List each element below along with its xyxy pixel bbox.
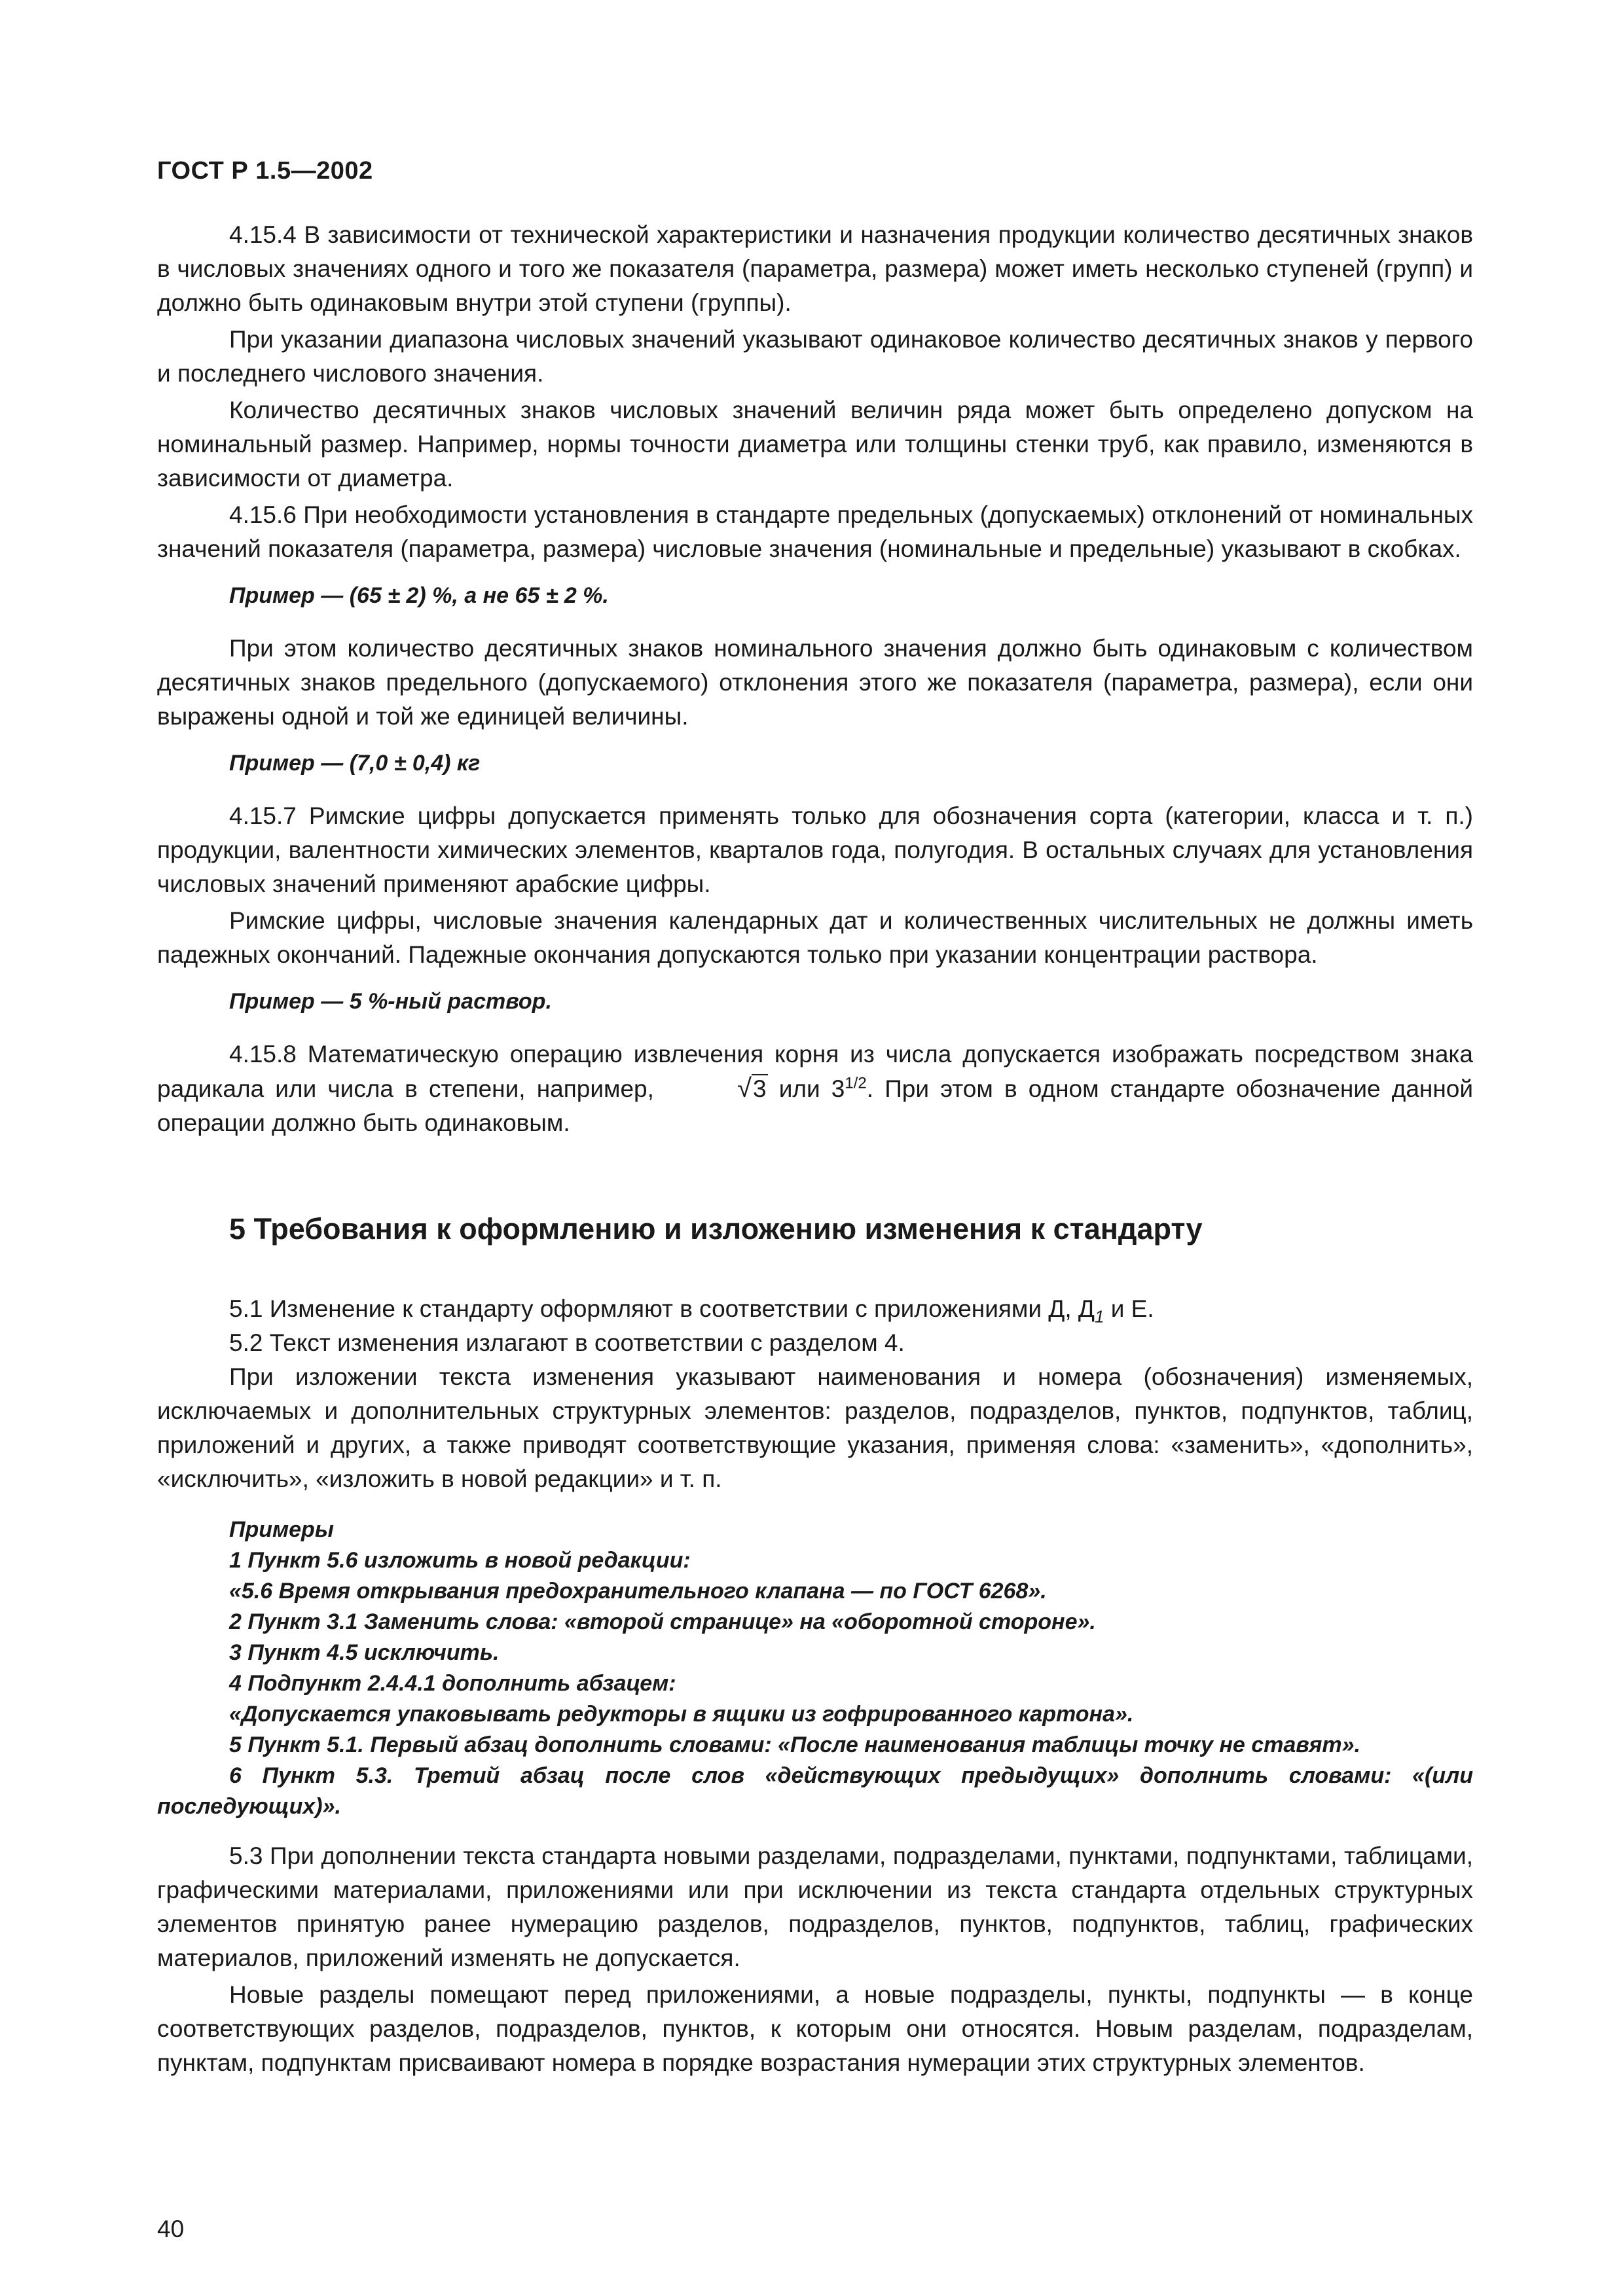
text-run: 5.1 Изменение к стандарту оформляют в соответствии с приложениями Д, Д <box>229 1295 1095 1322</box>
example-item: «Допускается упаковывать редукторы в ящики из гофрированного картона». <box>229 1702 1134 1727</box>
paragraph: При изложении текста изменения указывают наименования и номера (обозначения) изменяемых, исключаемых и дополнительных структурных элементов: разделов, подразделов, пунктов, подпунктов, таблиц, приложений и других, а также приводят соответствующие указания, применяя слова: «заменить», «дополнить», «исключить», «изложить в новой редакции» и т. п. <box>157 1363 1473 1492</box>
text-run: и Е. <box>1104 1295 1154 1322</box>
paragraph: 4.15.4 В зависимости от технической характеристики и назначения продукции количество десятичных знаков в числовых значениях одного и того же показателя (параметра, размера) может иметь несколько ступеней (групп) и должно быть одинаковым внутри этой ступени (группы). <box>157 221 1473 316</box>
example-text: Пример — (65 ± 2) %, а не 65 ± 2 %. <box>229 583 609 608</box>
example-text: Пример — 5 %-ный раствор. <box>229 989 552 1014</box>
paragraph: 4.15.6 При необходимости установления в стандарте предельных (допускаемых) отклонений от номинальных значений показателя (параметра, размера) числовые значения (номинальные и предельные) указывают в скобках. <box>157 501 1473 562</box>
examples-block <box>157 1515 1473 1822</box>
paragraph: 4.15.7 Римские цифры допускается применять только для обозначения сорта (категории, класса и т. п.) продукции, валентности химических элементов, кварталов года, полугодия. В остальных случаях для установления числовых значений применяют арабские цифры. <box>157 802 1473 897</box>
example-item: «5.6 Время открывания предохранительного клапана — по ГОСТ 6268». <box>229 1579 1047 1604</box>
radicand: 3 <box>753 1075 767 1102</box>
examples-heading: Примеры <box>229 1517 334 1542</box>
radical-expression <box>665 1071 768 1106</box>
paragraph: Новые разделы помещают перед приложениями, а новые подразделы, пункты, подпункты — в конце соответствующих разделов, подразделов, пунктов, к которым они относятся. Новым разделам, подразделам, пунктам, подпунктам присваивают номера в порядке возрастания нумерации этих структурных элементов. <box>157 1981 1473 2076</box>
text-run: или 3 <box>767 1075 845 1102</box>
document-header: ГОСТ Р 1.5—2002 <box>157 157 373 185</box>
text-run: . При этом в одном стандарте обозначение данной операции должно быть одинаковым. <box>157 1075 1474 1136</box>
example-item: 6 Пункт 5.3. Третий абзац после слов «действующих предыдущих» дополнить словами: «(или последующих)». <box>157 1763 1473 1819</box>
example-item: 1 Пункт 5.6 изложить в новой редакции: <box>229 1548 691 1573</box>
paragraph: 5.3 При дополнении текста стандарта новыми разделами, подразделами, пунктами, подпунктами, таблицами, графическими материалами, приложениями или при исключении из текста стандарта отдельных структурных элементов принятую ранее нумерацию разделов, подразделов, пунктов, подпунктов, таблиц, графических материалов, приложений изменять не допускается. <box>157 1842 1473 1971</box>
paragraph: При указании диапазона числовых значений указывают одинаковое количество десятичных знаков у первого и последнего числового значения. <box>157 326 1473 387</box>
exponent: 1/2 <box>845 1074 867 1092</box>
section-title: 5 Требования к оформлению и изложению изменения к стандарту <box>229 1212 1203 1246</box>
subscript: 1 <box>1094 1306 1104 1327</box>
paragraph: Римские цифры, числовые значения календарных дат и количественных числительных не должны иметь падежных окончаний. Падежные окончания допускаются только при указании концентрации раствора. <box>157 907 1473 968</box>
document-page <box>157 157 1473 2080</box>
example-item: 4 Подпункт 2.4.4.1 дополнить абзацем: <box>229 1671 676 1696</box>
page-number: 40 <box>157 2215 185 2242</box>
example-item: 2 Пункт 3.1 Заменить слова: «второй странице» на «оборотной стороне». <box>229 1609 1096 1634</box>
example-item: 5 Пункт 5.1. Первый абзац дополнить словами: «После наименования таблицы точку не ставят». <box>229 1732 1361 1757</box>
example-text: Пример — (7,0 ± 0,4) кг <box>229 751 481 776</box>
paragraph-5-1 <box>157 1292 1473 1326</box>
paragraph: Количество десятичных знаков числовых значений величин ряда может быть определено допуском на номинальный размер. Например, нормы точности диаметра или толщины стенки труб, как правило, изменяются в зависимости от диаметра. <box>157 397 1473 492</box>
paragraph: 5.2 Текст изменения излагают в соответствии с разделом 4. <box>229 1329 905 1356</box>
text-run: 4.15.8 Математическую операцию извлечения корня из числа допускается изображать посредством знака радикала или числа в степени, например, <box>157 1041 1473 1102</box>
radical-sign: √ <box>737 1074 752 1103</box>
paragraph-4-15-8 <box>157 1037 1473 1140</box>
example-item: 3 Пункт 4.5 исключить. <box>229 1640 500 1665</box>
paragraph: При этом количество десятичных знаков номинального значения должно быть одинаковым с количеством десятичных знаков предельного (допускаемого) отклонения этого же показателя (параметра, размера), если они выражены одной и той же единицей величины. <box>157 635 1473 730</box>
